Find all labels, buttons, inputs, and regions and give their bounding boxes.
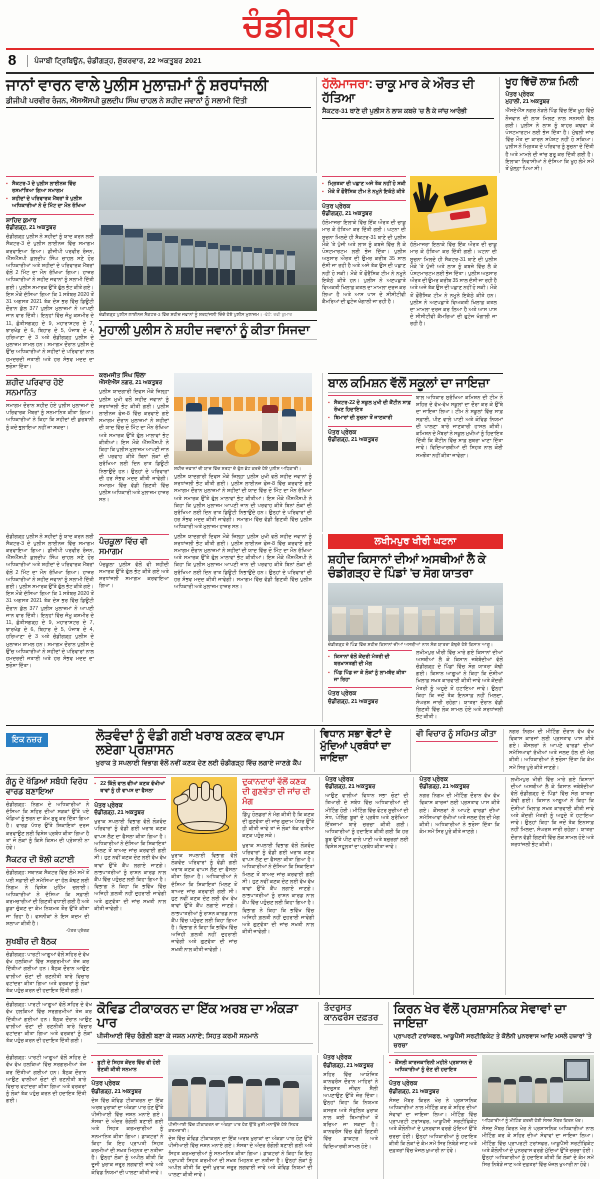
lead-inset-body: ਸਮਾਗਮ ਦੌਰਾਨ ਸ਼ਹੀਦ ਹੋਏ ਪੁਲੀਸ ਮੁਲਾਜ਼ਮਾਂ ਦੇ ਪਰਿਵਾਰਕ ਮੈਂਬਰਾਂ ਨੂੰ ਸਨਮਾਨਿਤ ਕੀਤਾ ਗਿਆ। ਅਧਿਕਾਰੀਆਂ ਨੇ ਕਿਹਾ ਕਿ ਸ਼ਹੀਦਾਂ ਦੀ ਕੁਰਬਾਨੀ ਨੂੰ ਕਦੇ ਭੁਲਾਇਆ ਨਹੀਂ ਜਾ ਸਕਦਾ। [6,403,94,431]
child-byline: ਪੱਤਰ ਪ੍ਰੇਰਕ [328,429,357,436]
lakhimpur-bullet-2: ▪ ਪਿੰਡ ਪਿੰਡ ਜਾ ਕੇ ਲੋਕਾਂ ਨੂੰ ਲਾਮਬੰਦ ਕੀਤਾ ਜਾ ਰਿਹਾ [328,670,412,684]
bottom-left-spacer [6,1002,92,1053]
lead-headline-block [6,77,311,173]
covid-col-1 [91,1055,163,1179]
covid-body-2: ਦੇਸ਼ ਵਿੱਚ ਕੋਵਿਡ ਟੀਕਾਕਰਨ ਦਾ ਇੱਕ ਅਰਬ ਖੁਰਾਕਾਂ ਦਾ ਅੰਕੜਾ ਪਾਰ ਹੋਣ ਉੱਤੇ ਪੀਜੀਆਈ ਵਿੱਚ ਜਸ਼ਨ ਮਨਾਏ ਗਏ। ਸੰਸਥਾ ਦੇ ਅੰਦਰ ਰੰਗੋਲੀ ਬਣਾਈ ਗਈ ਅਤੇ ਸਿਹਤ ਕਰਮਚਾਰੀਆਂ ਨੂੰ ਸਨਮਾਨਿਤ ਕੀਤਾ ਗਿਆ। ਡਾਕਟਰਾਂ ਨੇ ਕਿਹਾ ਕਿ ਇਹ ਪ੍ਰਾਪਤੀ ਸਿਹਤ ਕਰਮੀਆਂ ਦੀ ਸਖ਼ਤ ਮਿਹਨਤ ਦਾ ਨਤੀਜਾ ਹੈ। ਉਨ੍ਹਾਂ ਲੋਕਾਂ ਨੂੰ ਅਪੀਲ ਕੀਤੀ ਕਿ ਦੂਜੀ ਖੁਰਾਕ ਜ਼ਰੂਰ ਲਗਵਾਈ ਜਾਵੇ ਅਤੇ ਕੋਵਿਡ ਨਿਯਮਾਂ ਦੀ ਪਾਲਣਾ ਕੀਤੀ ਜਾਵੇ। [168,1136,313,1179]
mohali-rule [99,339,317,340]
rightmid-head-block [416,729,498,772]
mohali-body-1: ਪੁਲੀਸ ਯਾਦਗਾਰੀ ਦਿਵਸ ਮੌਕੇ ਜ਼ਿਲ੍ਹਾ ਪੁਲੀਸ ਮੁਖੀ ਵਲੋਂ ਸ਼ਹੀਦ ਜਵਾਨਾਂ ਨੂੰ ਸ਼ਰਧਾਂਜਲੀ ਭੇਟ ਕੀਤੀ ਗਈ। ਪੁਲੀਸ ਲਾਈਨਜ਼ ਫੇਜ਼-8 ਵਿੱਚ ਕਰਵਾਏ ਗਏ ਸਮਾਗਮ ਦੌਰਾਨ ਮੁਲਾਜ਼ਮਾਂ ਨੇ ਸ਼ਹੀਦਾਂ ਦੀ ਯਾਦ ਵਿੱਚ ਦੋ ਮਿੰਟ ਦਾ ਮੌਨ ਰੱਖਿਆ ਅਤੇ ਸਮਾਰਕ ਉੱਤੇ ਫੁੱਲ ਮਾਲਾਵਾਂ ਭੇਟ ਕੀਤੀਆਂ। ਇਸ ਮੌਕੇ ਐੱਸਐੱਸਪੀ ਨੇ ਕਿਹਾ ਕਿ ਪੁਲੀਸ ਮੁਲਾਜ਼ਮ ਆਪਣੀ ਜਾਨ ਦੀ ਪਰਵਾਹ ਕੀਤੇ ਬਿਨਾਂ ਲੋਕਾਂ ਦੀ ਸੁਰੱਖਿਆ ਲਈ ਦਿਨ ਰਾਤ ਡਿਊਟੀ ਨਿਭਾਉਂਦੇ ਹਨ। ਉਨ੍ਹਾਂ ਦੇ ਪਰਿਵਾਰਾਂ ਦੀ ਹਰ ਸੰਭਵ ਮਦਦ ਕੀਤੀ ਜਾਵੇਗੀ। ਸਮਾਗਮ ਵਿੱਚ ਵੱਡੀ ਗਿਣਤੀ ਵਿੱਚ ਪੁਲੀਸ ਅਧਿਕਾਰੀ ਅਤੇ ਮੁਲਾਜ਼ਮ ਹਾਜ਼ਰ ਸਨ। [99,389,169,504]
election-story [325,777,408,995]
column-divider-14 [383,1055,384,1179]
rightmid-byline: ਪੱਤਰ ਪ੍ਰੇਰਕ [419,776,448,783]
mohali-top-rule [99,320,317,321]
lakhimpur-dateplace: ਚੰਡੀਗੜ੍ਹ, 21 ਅਕਤੂਬਰ [328,698,379,705]
wheat-top-rule [6,725,594,726]
bottom-top-rule [6,998,594,999]
well-body: ਐੱਸਏਐੱਸ ਨਗਰ ਨੇੜਲੇ ਪਿੰਡ ਵਿੱਚ ਇੱਕ ਖੂਹ ਵਿੱਚੋਂ ਨੌਜਵਾਨ ਦੀ ਲਾਸ਼ ਮਿਲਣ ਨਾਲ ਸਨਸਨੀ ਫੈਲ ਗਈ। ਪੁਲੀਸ ਨੇ ਲਾਸ਼ ਨੂੰ ਬਾਹਰ ਕਢਵਾ ਕੇ ਪੋਸਟਮਾਰਟਮ ਲਈ ਭੇਜ ਦਿੱਤਾ ਹੈ। ਮੁੱਢਲੀ ਜਾਂਚ ਵਿੱਚ ਮੌਤ ਦਾ ਕਾਰਨ ਸਪੱਸ਼ਟ ਨਹੀਂ ਹੋ ਸਕਿਆ। ਪੁਲੀਸ ਨੇ ਮ੍ਰਿਤਕ ਦੇ ਪਰਿਵਾਰ ਨੂੰ ਸੂਚਨਾ ਦੇ ਦਿੱਤੀ ਹੈ ਅਤੇ ਮਾਮਲੇ ਦੀ ਜਾਂਚ ਸ਼ੁਰੂ ਕਰ ਦਿੱਤੀ ਗਈ ਹੈ। ਇਲਾਕਾ ਨਿਵਾਸੀਆਂ ਨੇ ਦੱਸਿਆ ਕਿ ਖੂਹ ਲੰਮੇ ਸਮੇਂ ਤੋਂ ਖੁੱਲ੍ਹਾ ਪਿਆ ਸੀ। [505,108,594,173]
lead-body: ਚੰਡੀਗੜ੍ਹ ਪੁਲੀਸ ਨੇ ਸ਼ਹੀਦਾਂ ਨੂੰ ਯਾਦ ਕਰਨ ਲਈ ਸੈਕਟਰ-3 ਦੇ ਪੁਲੀਸ ਲਾਈਨਜ਼ ਵਿੱਚ ਸਮਾਗਮ ਕਰਵਾਇਆ ਗਿਆ। ਡੀਜੀਪੀ ਪਰਵੀਰ ਰੰਜਨ, ਐੱਸਐੱਸਪੀ ਕੁਲਦੀਪ ਸਿੰਘ ਚਾਹਲ ਸਣੇ ਹੋਰ ਅਧਿਕਾਰੀਆਂ ਅਤੇ ਸ਼ਹੀਦਾਂ ਦੇ ਪਰਿਵਾਰਕ ਮੈਂਬਰਾਂ ਵੱਲੋਂ 2 ਮਿੰਟ ਦਾ ਮੌਨ ਰੱਖਿਆ ਗਿਆ। ਹਾਜ਼ਰ ਅਧਿਕਾਰੀਆਂ ਨੇ ਸ਼ਹੀਦ ਜਵਾਨਾਂ ਨੂੰ ਸਲਾਮੀ ਦਿੱਤੀ ਗਈ। ਪੁਲੀਸ ਸਮਾਰਕ ਉੱਤੇ ਫੁੱਲ ਭੇਟ ਕੀਤੇ ਗਏ। ਇਸ ਮੌਕੇ ਦੱਸਿਆ ਗਿਆ ਕਿ 1 ਸਤੰਬਰ 2020 ਤੋਂ 31 ਅਗਸਤ 2021 ਤੱਕ ਦੇਸ਼ ਭਰ ਵਿੱਚ ਡਿਊਟੀ ਦੌਰਾਨ ਕੁੱਲ 377 ਪੁਲੀਸ ਮੁਲਾਜ਼ਮਾਂ ਨੇ ਆਪਣੀ ਜਾਨ ਵਾਰ ਦਿੱਤੀ। ਇਨ੍ਹਾਂ ਵਿੱਚ ਜੰਮੂ ਕਸ਼ਮੀਰ ਦੇ 11, ਛੱਤੀਸਗੜ੍ਹ ਦੇ 9, ਮਹਾਰਾਸ਼ਟਰ ਦੇ 7, ਝਾਰਖੰਡ ਦੇ 6, ਬਿਹਾਰ ਦੇ 5, ਪੰਜਾਬ ਦੇ 4, ਹਰਿਆਣਾ ਦੇ 3 ਅਤੇ ਚੰਡੀਗੜ੍ਹ ਪੁਲੀਸ ਦੇ ਮੁਲਾਜ਼ਮ ਸ਼ਾਮਲ ਹਨ। ਸਮਾਗਮ ਦੌਰਾਨ ਪੁਲੀਸ ਦੇ ਉੱਚ ਅਧਿਕਾਰੀਆਂ ਨੇ ਸ਼ਹੀਦਾਂ ਦੇ ਪਰਿਵਾਰਾਂ ਨਾਲ ਹਮਦਰਦੀ ਜਤਾਈ ਅਤੇ ਹਰ ਸੰਭਵ ਮਦਦ ਦਾ ਭਰੋਸਾ ਦਿੱਤਾ। [6,234,94,370]
lead-byline: ਸ਼ਾਹਿਦ ਕੁਮਾਰ [6,217,37,224]
mohali-headline: ਮੁਹਾਲੀ ਪੁਲੀਸ ਨੇ ਸ਼ਹੀਦ ਜਵਾਨਾਂ ਨੂੰ ਕੀਤਾ ਸਿਜਦਾ [99,323,310,338]
hallomajra-bullet-2: ▪ ਮੌਕੇ ਤੋਂ ਫੌਰੈਂਸਿਕ ਟੀਮ ਨੇ ਨਮੂਨੇ ਇਕੱਠੇ ਕੀਤੇ [322,189,406,196]
ek-nazar-head-3: ਸੁਖਬੀਰ ਦੀ ਬੈਠਕ [6,937,89,950]
wheat-subhead: ਖੁਰਾਕ ਤੇ ਸਪਲਾਈ ਵਿਭਾਗ ਵੱਲੋਂ ਨਵੀਂ ਕਣਕ ਦੇਣ ਲਈ ਚੰਡੀਗੜ੍ਹ ਵਿੱਚ ਲਗਾਏ ਜਾਣਗੇ ਕੈਂਪ [95,759,302,767]
lead-center-column [99,176,317,371]
covid-headline-block [97,1002,313,1053]
mohali-inset-head-wrap [99,534,169,560]
column-divider-1 [316,77,317,173]
lakhimpur-headline: ਸ਼ਹੀਦ ਕਿਸਾਨਾਂ ਦੀਆਂ ਅਸਥੀਆਂ ਲੈ ਕੇ ਚੰਡੀਗੜ੍ਹ ਦੇ ਪਿੰਡਾਂ 'ਚ ਸੋਗ ਯਾਤਰਾ [328,551,486,580]
mohali-body-2: ਪੁਲੀਸ ਯਾਦਗਾਰੀ ਦਿਵਸ ਮੌਕੇ ਜ਼ਿਲ੍ਹਾ ਪੁਲੀਸ ਮੁਖੀ ਵਲੋਂ ਸ਼ਹੀਦ ਜਵਾਨਾਂ ਨੂੰ ਸ਼ਰਧਾਂਜਲੀ ਭੇਟ ਕੀਤੀ ਗਈ। ਪੁਲੀਸ ਲਾਈਨਜ਼ ਫੇਜ਼-8 ਵਿੱਚ ਕਰਵਾਏ ਗਏ ਸਮਾਗਮ ਦੌਰਾਨ ਮੁਲਾਜ਼ਮਾਂ ਨੇ ਸ਼ਹੀਦਾਂ ਦੀ ਯਾਦ ਵਿੱਚ ਦੋ ਮਿੰਟ ਦਾ ਮੌਨ ਰੱਖਿਆ ਅਤੇ ਸਮਾਰਕ ਉੱਤੇ ਫੁੱਲ ਮਾਲਾਵਾਂ ਭੇਟ ਕੀਤੀਆਂ। ਇਸ ਮੌਕੇ ਐੱਸਐੱਸਪੀ ਨੇ ਕਿਹਾ ਕਿ ਪੁਲੀਸ ਮੁਲਾਜ਼ਮ ਆਪਣੀ ਜਾਨ ਦੀ ਪਰਵਾਹ ਕੀਤੇ ਬਿਨਾਂ ਲੋਕਾਂ ਦੀ ਸੁਰੱਖਿਆ ਲਈ ਦਿਨ ਰਾਤ ਡਿਊਟੀ ਨਿਭਾਉਂਦੇ ਹਨ। ਉਨ੍ਹਾਂ ਦੇ ਪਰਿਵਾਰਾਂ ਦੀ ਹਰ ਸੰਭਵ ਮਦਦ ਕੀਤੀ ਜਾਵੇਗੀ। ਸਮਾਗਮ ਵਿੱਚ ਵੱਡੀ ਗਿਣਤੀ ਵਿੱਚ ਪੁਲੀਸ ਅਧਿਕਾਰੀ ਅਤੇ ਮੁਲਾਜ਼ਮ ਹਾਜ਼ਰ ਸਨ। [174,474,312,531]
covid-body-1: ਦੇਸ਼ ਵਿੱਚ ਕੋਵਿਡ ਟੀਕਾਕਰਨ ਦਾ ਇੱਕ ਅਰਬ ਖੁਰਾਕਾਂ ਦਾ ਅੰਕੜਾ ਪਾਰ ਹੋਣ ਉੱਤੇ ਪੀਜੀਆਈ ਵਿੱਚ ਜਸ਼ਨ ਮਨਾਏ ਗਏ। ਸੰਸਥਾ ਦੇ ਅੰਦਰ ਰੰਗੋਲੀ ਬਣਾਈ ਗਈ ਅਤੇ ਸਿਹਤ ਕਰਮਚਾਰੀਆਂ ਨੂੰ ਸਨਮਾਨਿਤ ਕੀਤਾ ਗਿਆ। ਡਾਕਟਰਾਂ ਨੇ ਕਿਹਾ ਕਿ ਇਹ ਪ੍ਰਾਪਤੀ ਸਿਹਤ ਕਰਮੀਆਂ ਦੀ ਸਖ਼ਤ ਮਿਹਨਤ ਦਾ ਨਤੀਜਾ ਹੈ। ਉਨ੍ਹਾਂ ਲੋਕਾਂ ਨੂੰ ਅਪੀਲ ਕੀਤੀ ਕਿ ਦੂਜੀ ਖੁਰਾਕ ਜ਼ਰੂਰ ਲਗਵਾਈ ਜਾਵੇ ਅਤੇ ਕੋਵਿਡ ਨਿਯਮਾਂ ਦੀ ਪਾਲਣਾ ਕੀਤੀ ਜਾਵੇ। [91,1097,164,1176]
lead-left-tail [6,534,94,671]
ek-nazar-body-1: ਚੰਡੀਗੜ੍ਹ: ਨਿਗਮ ਦੇ ਅਧਿਕਾਰੀਆਂ ਨੇ ਦੱਸਿਆ ਕਿ ਸ਼ਹਿਰ ਦੀਆਂ ਸੜਕਾਂ ਉੱਤੇ ਪਏ ਖੱਡਿਆਂ ਨੂੰ ਭਰਨ ਦਾ ਕੰਮ ਸ਼ੁਰੂ ਕਰ ਦਿੱਤਾ ਗਿਆ ਹੈ। ਵਾਰਡ ਪੱਧਰ ਉੱਤੇ ਸ਼ਿਕਾਇਤਾਂ ਦਰਜ ਕਰਵਾਉਣ ਲਈ ਵਿਸ਼ੇਸ਼ ਪ੍ਰਬੰਧ ਕੀਤਾ ਗਿਆ ਹੈ ਤਾਂ ਜੋ ਲੋਕਾਂ ਨੂੰ ਕਿਸੇ ਕਿਸਮ ਦੀ ਪ੍ਰੇਸ਼ਾਨੀ ਨਾ ਹੋਵੇ। [6,801,90,852]
child-dateplace: ਚੰਡੀਗੜ੍ਹ, 21 ਅਕਤੂਬਰ [328,436,379,443]
lead-headline: ਜਾਨਾਂ ਵਾਰਨ ਵਾਲੇ ਪੁਲੀਸ ਮੁਲਾਜ਼ਮਾਂ ਨੂੰ ਸ਼ਰਧਾਂਜਲੀ [6,77,269,94]
kiran-photo-col [482,1055,594,1169]
wheat-body-2: ਖੁਰਾਕ ਸਪਲਾਈ ਵਿਭਾਗ ਵੱਲੋਂ ਲੋੜਵੰਦ ਪਰਿਵਾਰਾਂ ਨੂੰ ਵੰਡੀ ਗਈ ਖਰਾਬ ਕਣਕ ਵਾਪਸ ਲੈਣ ਦਾ ਫੈਸਲਾ ਕੀਤਾ ਗਿਆ ਹੈ। ਅਧਿਕਾਰੀਆਂ ਨੇ ਦੱਸਿਆ ਕਿ ਸ਼ਿਕਾਇਤਾਂ ਮਿਲਣ ਤੋਂ ਬਾਅਦ ਜਾਂਚ ਕਰਵਾਈ ਗਈ ਸੀ। ਹੁਣ ਨਵੀਂ ਕਣਕ ਦੇਣ ਲਈ ਵੱਖ ਵੱਖ ਥਾਵਾਂ ਉੱਤੇ ਕੈਂਪ ਲਗਾਏ ਜਾਣਗੇ। ਲਾਭਪਾਤਰੀਆਂ ਨੂੰ ਰਾਸ਼ਨ ਕਾਰਡ ਨਾਲ ਕੈਂਪ ਵਿੱਚ ਪਹੁੰਚਣ ਲਈ ਕਿਹਾ ਗਿਆ ਹੈ। ਵਿਭਾਗ ਨੇ ਕਿਹਾ ਕਿ ਭਵਿੱਖ ਵਿੱਚ ਅਜਿਹੀ ਗ਼ਲਤੀ ਨਹੀਂ ਦੁਹਰਾਈ ਜਾਵੇਗੀ ਅਤੇ ਗੁਣਵੱਤਾ ਦੀ ਜਾਂਚ ਸਖ਼ਤੀ ਨਾਲ ਕੀਤੀ ਜਾਵੇਗੀ। [171,852,238,953]
covid-subhead: ਪੀਜੀਆਈ ਵਿੱਚ ਰੰਗੋਲੀ ਬਣਾ ਕੇ ਜਸ਼ਨ ਮਨਾਏ; ਸਿਹਤ ਕਰਮੀ ਸਨਮਾਨੇ [97,1033,259,1041]
spacer-left [6,534,317,722]
lakhimpur-body: ਲਖੀਮਪੁਰ ਖੀਰੀ ਵਿੱਚ ਮਾਰੇ ਗਏ ਕਿਸਾਨਾਂ ਦੀਆਂ ਅਸਥੀਆਂ ਲੈ ਕੇ ਕਿਸਾਨ ਜਥੇਬੰਦੀਆਂ ਵੱਲੋਂ ਚੰਡੀਗੜ੍ਹ ਦੇ ਪਿੰਡਾਂ ਵਿੱਚ ਸੋਗ ਯਾਤਰਾ ਕੱਢੀ ਗਈ। ਕਿਸਾਨ ਆਗੂਆਂ ਨੇ ਕਿਹਾ ਕਿ ਦੋਸ਼ੀਆਂ ਖ਼ਿਲਾਫ਼ ਸਖ਼ਤ ਕਾਰਵਾਈ ਕੀਤੀ ਜਾਵੇ ਅਤੇ ਕੇਂਦਰੀ ਮੰਤਰੀ ਨੂੰ ਅਹੁਦੇ ਤੋਂ ਹਟਾਇਆ ਜਾਵੇ। ਉਨ੍ਹਾਂ ਕਿਹਾ ਕਿ ਜਦੋਂ ਤੱਕ ਇਨਸਾਫ਼ ਨਹੀਂ ਮਿਲਦਾ, ਸੰਘਰਸ਼ ਜਾਰੀ ਰਹੇਗਾ। ਯਾਤਰਾ ਦੌਰਾਨ ਵੱਡੀ ਗਿਣਤੀ ਵਿੱਚ ਲੋਕ ਸ਼ਾਮਲ ਹੋਏ ਅਤੇ ਸ਼ਰਧਾਂਜਲੀ ਭੇਟ ਕੀਤੀ। [416,649,503,721]
rightmost-body: ਨਗਰ ਨਿਗਮ ਦੀ ਮੀਟਿੰਗ ਦੌਰਾਨ ਵੱਖ ਵੱਖ ਵਿਕਾਸ ਕਾਰਜਾਂ ਲਈ ਪ੍ਰਸਤਾਵ ਪਾਸ ਕੀਤੇ ਗਏ। ਕੌਂਸਲਰਾਂ ਨੇ ਆਪਣੇ ਵਾਰਡਾਂ ਦੀਆਂ ਸਮੱਸਿਆਵਾਂ ਰੱਖੀਆਂ ਅਤੇ ਜਲਦ ਹੱਲ ਦੀ ਮੰਗ ਕੀਤੀ। ਅਧਿਕਾਰੀਆਂ ਨੇ ਭਰੋਸਾ ਦਿੱਤਾ ਕਿ ਕੰਮ ਸਮੇਂ ਸਿਰ ਪੂਰੇ ਕੀਤੇ ਜਾਣਗੇ। [509,728,594,771]
kiran-kher-story [389,1055,594,1179]
hallomajra-body-right: ਹੱਲੋਮਾਜਰਾ ਇਲਾਕੇ ਵਿੱਚ ਇੱਕ ਔਰਤ ਦੀ ਚਾਕੂ ਮਾਰ ਕੇ ਹੱਤਿਆ ਕਰ ਦਿੱਤੀ ਗਈ। ਘਟਨਾ ਦੀ ਸੂਚਨਾ ਮਿਲਦੇ ਹੀ ਸੈਕਟਰ-31 ਥਾਣੇ ਦੀ ਪੁਲੀਸ ਮੌਕੇ 'ਤੇ ਪੁੱਜੀ ਅਤੇ ਲਾਸ਼ ਨੂੰ ਕਬਜ਼ੇ ਵਿੱਚ ਲੈ ਕੇ ਪੋਸਟਮਾਰਟਮ ਲਈ ਭੇਜ ਦਿੱਤਾ। ਪੁਲੀਸ ਅਨੁਸਾਰ ਔਰਤ ਦੀ ਉਮਰ ਕਰੀਬ 35 ਸਾਲ ਦੱਸੀ ਜਾ ਰਹੀ ਹੈ ਅਤੇ ਅਜੇ ਤੱਕ ਉਸ ਦੀ ਪਛਾਣ ਨਹੀਂ ਹੋ ਸਕੀ। ਮੌਕੇ ਤੋਂ ਫੌਰੈਂਸਿਕ ਟੀਮ ਨੇ ਨਮੂਨੇ ਇਕੱਠੇ ਕੀਤੇ ਹਨ। ਪੁਲੀਸ ਨੇ ਅਣਪਛਾਤੇ ਵਿਅਕਤੀ ਖ਼ਿਲਾਫ਼ ਕਤਲ ਦਾ ਮਾਮਲਾ ਦਰਜ ਕਰ ਲਿਆ ਹੈ ਅਤੇ ਆਸ ਪਾਸ ਦੇ ਸੀਸੀਟੀਵੀ ਕੈਮਰਿਆਂ ਦੀ ਫੁਟੇਜ ਖੰਗਾਲੀ ਜਾ ਰਹੀ ਹੈ। [410,242,497,328]
lakhimpur-bullets [328,650,412,689]
lead-bullet-2: ▪ ਸ਼ਹੀਦਾਂ ਦੇ ਪਰਿਵਾਰਕ ਮੈਂਬਰਾਂ ਤੇ ਪੁਲੀਸ ਅਧਿਕਾਰੀਆਂ ਨੇ ਦੋ ਮਿੰਟ ਦਾ ਮੌਨ ਰੱਖਿਆ [6,196,94,210]
kiran-meeting-photo [482,1055,594,1117]
wheat-col-3 [242,777,314,954]
kiran-kher-headline: ਕਿਰਨ ਖੇਰ ਵੱਲੋਂ ਪ੍ਰਸ਼ਾਸਨਿਕ ਸੇਵਾਵਾਂ ਦਾ ਜਾਇਜ਼ਾ [393,1002,567,1031]
flower-photo-caption: ਸ਼ਹੀਦ ਜਵਾਨਾਂ ਦੀ ਯਾਦ ਵਿੱਚ ਸ਼ਰਧਾ ਦੇ ਫੁੱਲ ਭੇਟ ਕਰਦੇ ਹੋਏ ਪੁਲੀਸ ਅਧਿਕਾਰੀ। [174,466,302,471]
flower-tribute-photo [174,373,312,465]
rightmid-story [419,777,499,995]
lead-left-cont [6,373,94,532]
healthy-rule [324,1024,383,1025]
dateline-divider [27,55,28,67]
police-photo-caption: ਚੰਡੀਗੜ੍ਹ ਪੁਲੀਸ ਲਾਈਨਜ਼ ਸੈਕਟਰ-3 ਵਿੱਚ ਸ਼ਹੀਦ ਜਵਾਨਾਂ ਨੂੰ ਸ਼ਰਧਾਂਜਲੀ ਦਿੰਦੇ ਹੋਏ ਪੁਲੀਸ ਮੁਲਾਜ਼ਮ। -ਫੋਟੋ: ਰਵੀ ਕੁਮਾਰ [99,312,293,318]
election-headline-block [320,729,405,772]
mohali-body-3: ਪੁਲੀਸ ਯਾਦਗਾਰੀ ਦਿਵਸ ਮੌਕੇ ਜ਼ਿਲ੍ਹਾ ਪੁਲੀਸ ਮੁਖੀ ਵਲੋਂ ਸ਼ਹੀਦ ਜਵਾਨਾਂ ਨੂੰ ਸ਼ਰਧਾਂਜਲੀ ਭੇਟ ਕੀਤੀ ਗਈ। ਪੁਲੀਸ ਲਾਈਨਜ਼ ਫੇਜ਼-8 ਵਿੱਚ ਕਰਵਾਏ ਗਏ ਸਮਾਗਮ ਦੌਰਾਨ ਮੁਲਾਜ਼ਮਾਂ ਨੇ ਸ਼ਹੀਦਾਂ ਦੀ ਯਾਦ ਵਿੱਚ ਦੋ ਮਿੰਟ ਦਾ ਮੌਨ ਰੱਖਿਆ ਅਤੇ ਸਮਾਰਕ ਉੱਤੇ ਫੁੱਲ ਮਾਲਾਵਾਂ ਭੇਟ ਕੀਤੀਆਂ। ਇਸ ਮੌਕੇ ਐੱਸਐੱਸਪੀ ਨੇ ਕਿਹਾ ਕਿ ਪੁਲੀਸ ਮੁਲਾਜ਼ਮ ਆਪਣੀ ਜਾਨ ਦੀ ਪਰਵਾਹ ਕੀਤੇ ਬਿਨਾਂ ਲੋਕਾਂ ਦੀ ਸੁਰੱਖਿਆ ਲਈ ਦਿਨ ਰਾਤ ਡਿਊਟੀ ਨਿਭਾਉਂਦੇ ਹਨ। ਉਨ੍ਹਾਂ ਦੇ ਪਰਿਵਾਰਾਂ ਦੀ ਹਰ ਸੰਭਵ ਮਦਦ ਕੀਤੀ ਜਾਵੇਗੀ। ਸਮਾਗਮ ਵਿੱਚ ਵੱਡੀ ਗਿਣਤੀ ਵਿੱਚ ਪੁਲੀਸ ਅਧਿਕਾਰੀ ਅਤੇ ਮੁਲਾਜ਼ਮ ਹਾਜ਼ਰ ਸਨ। [174,533,312,591]
healthy-body: ਸ਼ਹਿਰ ਵਿੱਚ ਆਯੋਜਿਤ ਕਾਨਫਰੰਸ ਦੌਰਾਨ ਮਾਹਿਰਾਂ ਨੇ ਤੰਦਰੁਸਤ ਜੀਵਨ ਸ਼ੈਲੀ ਅਪਣਾਉਣ ਉੱਤੇ ਜ਼ੋਰ ਦਿੱਤਾ। ਉਨ੍ਹਾਂ ਕਿਹਾ ਕਿ ਨਿਯਮਤ ਕਸਰਤ ਅਤੇ ਸੰਤੁਲਿਤ ਖ਼ੁਰਾਕ ਨਾਲ ਕਈ ਬਿਮਾਰੀਆਂ ਤੋਂ ਬਚਿਆ ਜਾ ਸਕਦਾ ਹੈ। ਕਾਨਫਰੰਸ ਵਿੱਚ ਵੱਡੀ ਗਿਣਤੀ ਵਿੱਚ ਡਾਕਟਰ ਅਤੇ ਵਿਦਿਆਰਥੀ ਸ਼ਾਮਲ ਹੋਏ। [323,1071,379,1150]
election-dateplace: ਚੰਡੀਗੜ੍ਹ, 21 ਅਕਤੂਬਰ [325,784,376,791]
rightmost-story [511,777,594,995]
hallomajra-column [322,176,497,371]
wheat-bullets [94,777,166,800]
covid-story [91,1055,312,1179]
column-divider-9 [413,777,414,995]
mohali-inset-body: ਪੰਚਕੂਲਾ ਪੁਲੀਸ ਵੱਲੋਂ ਵੀ ਸ਼ਹੀਦੀ ਸਮਾਰਕ ਉੱਤੇ ਫੁੱਲ ਭੇਟ ਕੀਤੇ ਗਏ ਅਤੇ ਸ਼ਰਧਾਂਜਲੀ ਸਮਾਗਮ ਕਰਵਾਇਆ ਗਿਆ। [99,561,169,590]
lead-bullet-1: ▪ ਸੈਕਟਰ-3 ਦੇ ਪੁਲੀਸ ਲਾਈਨਜ਼ ਵਿੱਚ ਰਸਮਾਂਤਿਆ ਗਿਆ ਸਮਾਗਮ [6,181,94,195]
column-divider-7 [503,729,504,772]
kiran-col-1 [389,1055,477,1169]
well-headline-block [505,77,594,173]
hallomajra-dateplace: ਚੰਡੀਗੜ੍ਹ, 21 ਅਕਤੂਬਰ [322,211,373,218]
wheat-hand-illustration [171,777,237,851]
wheat-body-1: ਖੁਰਾਕ ਸਪਲਾਈ ਵਿਭਾਗ ਵੱਲੋਂ ਲੋੜਵੰਦ ਪਰਿਵਾਰਾਂ ਨੂੰ ਵੰਡੀ ਗਈ ਖਰਾਬ ਕਣਕ ਵਾਪਸ ਲੈਣ ਦਾ ਫੈਸਲਾ ਕੀਤਾ ਗਿਆ ਹੈ। ਅਧਿਕਾਰੀਆਂ ਨੇ ਦੱਸਿਆ ਕਿ ਸ਼ਿਕਾਇਤਾਂ ਮਿਲਣ ਤੋਂ ਬਾਅਦ ਜਾਂਚ ਕਰਵਾਈ ਗਈ ਸੀ। ਹੁਣ ਨਵੀਂ ਕਣਕ ਦੇਣ ਲਈ ਵੱਖ ਵੱਖ ਥਾਵਾਂ ਉੱਤੇ ਕੈਂਪ ਲਗਾਏ ਜਾਣਗੇ। ਲਾਭਪਾਤਰੀਆਂ ਨੂੰ ਰਾਸ਼ਨ ਕਾਰਡ ਨਾਲ ਕੈਂਪ ਵਿੱਚ ਪਹੁੰਚਣ ਲਈ ਕਿਹਾ ਗਿਆ ਹੈ। ਵਿਭਾਗ ਨੇ ਕਿਹਾ ਕਿ ਭਵਿੱਖ ਵਿੱਚ ਅਜਿਹੀ ਗ਼ਲਤੀ ਨਹੀਂ ਦੁਹਰਾਈ ਜਾਵੇਗੀ ਅਤੇ ਗੁਣਵੱਤਾ ਦੀ ਜਾਂਚ ਸਖ਼ਤੀ ਨਾਲ ਕੀਤੀ ਜਾਵੇਗੀ। [94,819,167,912]
column-divider-6 [410,729,411,772]
covid-bullet-1: ▪ ਬੂਟੀ ਦੇ ਸਿਹਤ ਕੇਂਦਰ ਵਿੱਚ ਵੀ ਹੋਈ ਰੌਣਕੀ ਕੀਤੀ ਸਨਮਾਨ [91,1060,163,1074]
hallomajra-headline [322,77,494,105]
ek-nazar-tag-block [6,729,91,772]
kiran-rule [394,1052,594,1053]
column-divider-10 [505,777,506,995]
wheat-art-col [171,777,237,954]
ek-nazar-body-tail: ਚੰਡੀਗੜ੍ਹ: ਪਾਰਟੀ ਆਗੂਆਂ ਵੱਲੋਂ ਸ਼ਹਿਰ ਦੇ ਵੱਖ ਵੱਖ ਹਲਕਿਆਂ ਵਿੱਚ ਸਰਗਰਮੀਆਂ ਤੇਜ਼ ਕਰ ਦਿੱਤੀਆਂ ਗਈਆਂ ਹਨ। ਬੈਠਕ ਦੌਰਾਨ ਆਉਣ ਵਾਲੀਆਂ ਚੋਣਾਂ ਦੀ ਰਣਨੀਤੀ ਬਾਰੇ ਵਿਚਾਰ ਵਟਾਂਦਰਾ ਕੀਤਾ ਗਿਆ ਅਤੇ ਵਰਕਰਾਂ ਨੂੰ ਲੋਕਾਂ ਤੱਕ ਪਹੁੰਚ ਕਰਨ ਦੀ ਹਦਾਇਤ ਦਿੱਤੀ ਗਈ। [6,1002,93,1045]
column-divider-13 [317,1055,318,1179]
covid-headline: ਕੋਵਿਡ ਟੀਕਾਕਰਨ ਦਾ ਇੱਕ ਅਰਬ ਦਾ ਅੰਕੜਾ ਪਾਰ [97,1001,298,1031]
bottom-left-col [6,1055,86,1179]
mohali-photo-col [174,373,312,532]
child-rule [328,392,503,393]
wheat-rule [6,774,594,775]
lakhimpur-right [416,650,503,722]
healthy-conf-block [324,1002,383,1053]
column-divider-8 [319,777,320,995]
ek-nazar-tag: ਇਕ ਨਜ਼ਰ [6,733,48,747]
masthead-title: ਚੰਡੀਗੜ੍ਹ [243,8,357,43]
page-number: 8 [8,52,17,69]
wheat-headline: ਲੋੜਵੰਦਾਂ ਨੂੰ ਵੰਡੀ ਗਈ ਖਰਾਬ ਕਣਕ ਵਾਪਸ ਲਏਗਾ ਪ੍ਰਸ਼ਾਸਨ [95,727,284,757]
mohali-col-1 [99,373,169,532]
wheat-dateplace: ਚੰਡੀਗੜ੍ਹ, 21 ਅਕਤੂਬਰ [94,810,145,817]
rightmid-head: ਵੀ ਵਿਚਾਰ ਨੂੰ ਸਹਿਮਤ ਕੀਤਾ [416,729,498,742]
column-divider-12 [388,1002,389,1053]
kiran-dateplace: ਚੰਡੀਗੜ੍ਹ, 21 ਅਕਤੂਬਰ [388,1088,440,1095]
hallomajra-right [410,176,497,328]
ek-nazar-credit-2: -ਪੱਤਰ ਪ੍ਰੇਰਕ [65,927,90,933]
healthy-byline: ਪੱਤਰ ਪ੍ਰੇਰਕ [323,1055,352,1062]
hallomajra-rule [322,118,494,119]
wheat-bullet-1: ▪ 22 ਕਿੱਲੋ ਵਾਲ ਵੀਂਆਂ ਕਣਕ ਵੱਖੀਆਂ ਥਾਵਾਂ ਨੂੰ ਹੀ ਵਾਪਸ ਦਾ ਫੈਸਲਾ [94,781,166,795]
covid-rule [97,1043,313,1044]
election-body: ਆਉਣ ਵਾਲੀਆਂ ਵਿਧਾਨ ਸਭਾ ਚੋਣਾਂ ਦੀ ਤਿਆਰੀ ਦੇ ਸਬੰਧ ਵਿੱਚ ਅਧਿਕਾਰੀਆਂ ਦੀ ਮੀਟਿੰਗ ਹੋਈ। ਮੀਟਿੰਗ ਵਿੱਚ ਵੋਟਰ ਸੂਚੀਆਂ ਦੀ ਸੋਧ, ਪੋਲਿੰਗ ਬੂਥਾਂ ਦੇ ਪ੍ਰਬੰਧ ਅਤੇ ਸੁਰੱਖਿਆ ਇੰਤਜ਼ਾਮਾਂ ਬਾਰੇ ਚਰਚਾ ਕੀਤੀ ਗਈ। ਅਧਿਕਾਰੀਆਂ ਨੂੰ ਹਦਾਇਤ ਕੀਤੀ ਗਈ ਕਿ ਹਰ ਬੂਥ ਉੱਤੇ ਪੀਣ ਵਾਲੇ ਪਾਣੀ ਅਤੇ ਬਜ਼ੁਰਗਾਂ ਲਈ ਵਿਸ਼ੇਸ਼ ਸਹੂਲਤਾਂ ਦਾ ਪ੍ਰਬੰਧ ਕੀਤਾ ਜਾਵੇ। [325,793,409,850]
lakhimpur-banner: ਲਖੀਮਪੁਰ ਖੀਰੀ ਘਟਨਾ [328,534,503,549]
lead-left-column [6,176,94,371]
right-column-block [328,373,503,532]
rightmid-dateplace: ਚੰਡੀਗੜ੍ਹ, 21 ਅਕਤੂਬਰ [419,784,470,791]
lead-bullets [6,176,94,215]
ek-nazar-body-2: ਚੰਡੀਗੜ੍ਹ: ਸਥਾਨਕ ਸੈਕਟਰ ਵਿੱਚ ਲੰਮੇ ਸਮੇਂ ਤੋਂ ਪਈ ਸਫ਼ਾਈ ਦੀ ਸਮੱਸਿਆ ਦਾ ਹੱਲ ਕੱਢਣ ਲਈ ਨਿਗਮ ਨੇ ਵਿਸ਼ੇਸ਼ ਮੁਹਿੰਮ ਚਲਾਈ। ਅਧਿਕਾਰੀਆਂ ਨੇ ਦੱਸਿਆ ਕਿ ਸਫ਼ਾਈ ਕਰਮਚਾਰੀਆਂ ਦੀ ਗਿਣਤੀ ਵਧਾਈ ਗਈ ਹੈ ਅਤੇ ਕੂੜਾ ਚੁੱਕਣ ਦਾ ਕੰਮ ਨਿਯਮਤ ਤੌਰ ਉੱਤੇ ਕੀਤਾ ਜਾ ਰਿਹਾ ਹੈ। ਵਸਨੀਕਾਂ ਨੇ ਇਸ ਕਦਮ ਦੀ ਸ਼ਲਾਘਾ ਕੀਤੀ ਹੈ। [6,870,90,927]
hallomajra-kicker: ਹੱਲੋਮਾਜਰਾ [322,77,369,91]
child-bullets [328,395,412,427]
hallomajra-left [322,176,406,328]
hallomajra-bullet-1: ▪ ਮ੍ਰਿਤਕਾ ਦੀ ਪਛਾਣ ਅਜੇ ਤੱਕ ਨਹੀਂ ਹੋ ਸਕੀ [322,181,406,188]
well-headline: ਖੂਹ ਵਿੱਚੋਂ ਲਾਸ਼ ਮਿਲੀ [505,77,579,88]
kiran-photo-caption: ਅਧਿਕਾਰੀਆਂ ਨੂੰ ਮੀਟਿੰਗ ਕਰਦੀ ਹੋਈ ਸੰਸਦ ਮੈਂਬਰ ਕਿਰਨ ਖੇਰ। [481,1118,584,1124]
police-parade-photo [99,176,317,311]
covid-photo-col [168,1055,312,1179]
child-body: ਬਾਲ ਅਧਿਕਾਰ ਸੁਰੱਖਿਆ ਕਮਿਸ਼ਨ ਦੀ ਟੀਮ ਨੇ ਸ਼ਹਿਰ ਦੇ ਵੱਖ-ਵੱਖ ਸਕੂਲਾਂ ਦਾ ਦੌਰਾ ਕਰ ਕੇ ਉੱਥੇ ਦਾ ਜਾਇਜ਼ਾ ਲਿਆ। ਟੀਮ ਨੇ ਸਕੂਲਾਂ ਵਿੱਚ ਸਾਫ਼ ਸਫ਼ਾਈ, ਪੀਣ ਵਾਲੇ ਪਾਣੀ ਅਤੇ ਕੋਵਿਡ ਨਿਯਮਾਂ ਦੀ ਪਾਲਣਾ ਬਾਰੇ ਜਾਣਕਾਰੀ ਹਾਸਲ ਕੀਤੀ। ਕਮਿਸ਼ਨ ਦੇ ਮੈਂਬਰਾਂ ਨੇ ਸਕੂਲ ਮੁਖੀਆਂ ਨੂੰ ਹਿਦਾਇਤ ਦਿੱਤੀ ਕਿ ਕੈਂਟੀਨ ਵਿੱਚ ਸਾਫ਼ ਸੁਥਰਾ ਖਾਣਾ ਦਿੱਤਾ ਜਾਵੇ। ਵਿਦਿਆਰਥੀਆਂ ਦੀ ਸਿਹਤ ਨਾਲ ਕੋਈ ਸਮਝੌਤਾ ਨਹੀਂ ਕੀਤਾ ਜਾਵੇਗਾ। [416,395,503,459]
lakhimpur-left [328,650,412,722]
rightmid-body: ਨਗਰ ਨਿਗਮ ਦੀ ਮੀਟਿੰਗ ਦੌਰਾਨ ਵੱਖ ਵੱਖ ਵਿਕਾਸ ਕਾਰਜਾਂ ਲਈ ਪ੍ਰਸਤਾਵ ਪਾਸ ਕੀਤੇ ਗਏ। ਕੌਂਸਲਰਾਂ ਨੇ ਆਪਣੇ ਵਾਰਡਾਂ ਦੀਆਂ ਸਮੱਸਿਆਵਾਂ ਰੱਖੀਆਂ ਅਤੇ ਜਲਦ ਹੱਲ ਦੀ ਮੰਗ ਕੀਤੀ। ਅਧਿਕਾਰੀਆਂ ਨੇ ਭਰੋਸਾ ਦਿੱਤਾ ਕਿ ਕੰਮ ਸਮੇਂ ਸਿਰ ਪੂਰੇ ਕੀਤੇ ਜਾਣਗੇ। [419,793,500,836]
wheat-inset-head: ਦੁਕਾਨਦਾਰਾਂ ਵੱਲੋਂ ਕਣਕ ਦੀ ਗੁਣਵੱਤਾ ਦੀ ਜਾਂਚ ਦੀ ਮੰਗ [242,777,314,810]
lakhimpur-byline: ਪੱਤਰ ਪ੍ਰੇਰਕ [328,691,357,698]
election-byline: ਪੱਤਰ ਪ੍ਰੇਰਕ [325,776,354,783]
knife-illustration [410,176,497,240]
covid-dateplace: ਚੰਡੀਗੜ੍ਹ, 21 ਅਕਤੂਬਰ [91,1088,142,1095]
bottom-body-row [6,1055,594,1179]
wheat-body-3: ਖੁਰਾਕ ਸਪਲਾਈ ਵਿਭਾਗ ਵੱਲੋਂ ਲੋੜਵੰਦ ਪਰਿਵਾਰਾਂ ਨੂੰ ਵੰਡੀ ਗਈ ਖਰਾਬ ਕਣਕ ਵਾਪਸ ਲੈਣ ਦਾ ਫੈਸਲਾ ਕੀਤਾ ਗਿਆ ਹੈ। ਅਧਿਕਾਰੀਆਂ ਨੇ ਦੱਸਿਆ ਕਿ ਸ਼ਿਕਾਇਤਾਂ ਮਿਲਣ ਤੋਂ ਬਾਅਦ ਜਾਂਚ ਕਰਵਾਈ ਗਈ ਸੀ। ਹੁਣ ਨਵੀਂ ਕਣਕ ਦੇਣ ਲਈ ਵੱਖ ਵੱਖ ਥਾਵਾਂ ਉੱਤੇ ਕੈਂਪ ਲਗਾਏ ਜਾਣਗੇ। ਲਾਭਪਾਤਰੀਆਂ ਨੂੰ ਰਾਸ਼ਨ ਕਾਰਡ ਨਾਲ ਕੈਂਪ ਵਿੱਚ ਪਹੁੰਚਣ ਲਈ ਕਿਹਾ ਗਿਆ ਹੈ। ਵਿਭਾਗ ਨੇ ਕਿਹਾ ਕਿ ਭਵਿੱਖ ਵਿੱਚ ਅਜਿਹੀ ਗ਼ਲਤੀ ਨਹੀਂ ਦੁਹਰਾਈ ਜਾਵੇਗੀ ਅਤੇ ਗੁਣਵੱਤਾ ਦੀ ਜਾਂਚ ਸਖ਼ਤੀ ਨਾਲ ਕੀਤੀ ਜਾਵੇਗੀ। [242,842,315,936]
bottom-headline-row [6,1002,594,1053]
lead-subhead: ਡੀਜੀਪੀ ਪਰਵੀਰ ਰੰਜਨ, ਐੱਸਐੱਸਪੀ ਕੁਲਦੀਪ ਸਿੰਘ ਚਾਹਲ ਨੇ ਸ਼ਹੀਦ ਜਵਾਨਾਂ ਨੂੰ ਸਲਾਮੀ ਦਿੱਤੀ [6,96,248,105]
column-divider-3 [322,373,323,532]
lakhimpur-block [328,534,503,722]
lakhimpur-row [6,534,594,722]
bottom-left-body: ਚੰਡੀਗੜ੍ਹ: ਪਾਰਟੀ ਆਗੂਆਂ ਵੱਲੋਂ ਸ਼ਹਿਰ ਦੇ ਵੱਖ ਵੱਖ ਹਲਕਿਆਂ ਵਿੱਚ ਸਰਗਰਮੀਆਂ ਤੇਜ਼ ਕਰ ਦਿੱਤੀਆਂ ਗਈਆਂ ਹਨ। ਬੈਠਕ ਦੌਰਾਨ ਆਉਣ ਵਾਲੀਆਂ ਚੋਣਾਂ ਦੀ ਰਣਨੀਤੀ ਬਾਰੇ ਵਿਚਾਰ ਵਟਾਂਦਰਾ ਕੀਤਾ ਗਿਆ ਅਤੇ ਵਰਕਰਾਂ ਨੂੰ ਲੋਕਾਂ ਤੱਕ ਪਹੁੰਚ ਕਰਨ ਦੀ ਹਦਾਇਤ ਦਿੱਤੀ ਗਈ। [6,1055,87,1105]
wheat-headline-row [6,729,594,772]
covid-bullets [91,1055,163,1078]
child-bullet-1: ▪ ਸੈਕਟਰ-22 ਦੇ ਸਕੂਲ ਮੁਖੀ ਦੀ ਕੈਂਟੀਨ ਸਾਫ਼ ਰੱਖਣ ਹਿਦਾਇਤ [328,400,412,414]
hallomajra-byline: ਪੱਤਰ ਪ੍ਰੇਰਕ [322,203,351,210]
kiran-bullet-1: ▪ ਕੌਂਸਲੀ ਕਾਰਜਕਾਰਿਨੀ ਮਹੀਨੇ ਪ੍ਰਸ਼ਾਸਨ ਦੇ ਅਧਿਕਾਰੀਆਂ ਨੂੰ ਦੇਣ ਦੀ ਹਦਾਇਤ [389,1060,477,1074]
child-left [328,395,412,460]
child-right [416,395,503,460]
healthy-dateplace: ਚੰਡੀਗੜ੍ਹ, 21 ਅਕਤੂਬਰ [323,1062,374,1069]
kiran-kher-subhead: ਪ੍ਰਾਪਰਟੀ ਟਰਾਂਸਫਰ, ਆਕੂਪੈਂਸੀ ਸਰਟੀਫਿਕੇਟ ਤੇ ਕੌਲੋਨੀ ਪੁਨਰਵਾਸ ਆਦਿ ਮਸਲੇ ਹਜ਼ਾਰਾਂ 'ਤੇ ਚਰਚਾ [393,1033,592,1050]
column-divider-5 [314,729,315,772]
rightmost-body-2: ਲਖੀਮਪੁਰ ਖੀਰੀ ਵਿੱਚ ਮਾਰੇ ਗਏ ਕਿਸਾਨਾਂ ਦੀਆਂ ਅਸਥੀਆਂ ਲੈ ਕੇ ਕਿਸਾਨ ਜਥੇਬੰਦੀਆਂ ਵੱਲੋਂ ਚੰਡੀਗੜ੍ਹ ਦੇ ਪਿੰਡਾਂ ਵਿੱਚ ਸੋਗ ਯਾਤਰਾ ਕੱਢੀ ਗਈ। ਕਿਸਾਨ ਆਗੂਆਂ ਨੇ ਕਿਹਾ ਕਿ ਦੋਸ਼ੀਆਂ ਖ਼ਿਲਾਫ਼ ਸਖ਼ਤ ਕਾਰਵਾਈ ਕੀਤੀ ਜਾਵੇ ਅਤੇ ਕੇਂਦਰੀ ਮੰਤਰੀ ਨੂੰ ਅਹੁਦੇ ਤੋਂ ਹਟਾਇਆ ਜਾਵੇ। ਉਨ੍ਹਾਂ ਕਿਹਾ ਕਿ ਜਦੋਂ ਤੱਕ ਇਨਸਾਫ਼ ਨਹੀਂ ਮਿਲਦਾ, ਸੰਘਰਸ਼ ਜਾਰੀ ਰਹੇਗਾ। ਯਾਤਰਾ ਦੌਰਾਨ ਵੱਡੀ ਗਿਣਤੀ ਵਿੱਚ ਲੋਕ ਸ਼ਾਮਲ ਹੋਏ ਅਤੇ ਸ਼ਰਧਾਂਜਲੀ ਭੇਟ ਕੀਤੀ। [510,776,595,848]
mohali-inset-head: ਪੰਚਕੂਲਾ ਵਿੱਚ ਵੀ ਸਮਾਗਮ [99,536,148,556]
healthy-conf-story [323,1055,378,1179]
main-row-1 [6,176,594,371]
mohali-dateplace: ਐੱਸਏਐੱਸ ਨਗਰ, 21 ਅਕਤੂਬਰ [99,380,163,387]
hallomajra-bullets [322,176,406,201]
wheat-story [94,777,314,995]
covid-byline: ਪੱਤਰ ਪ੍ਰੇਰਕ [91,1081,120,1088]
ek-nazar-body-3: ਚੰਡੀਗੜ੍ਹ: ਪਾਰਟੀ ਆਗੂਆਂ ਵੱਲੋਂ ਸ਼ਹਿਰ ਦੇ ਵੱਖ ਵੱਖ ਹਲਕਿਆਂ ਵਿੱਚ ਸਰਗਰਮੀਆਂ ਤੇਜ਼ ਕਰ ਦਿੱਤੀਆਂ ਗਈਆਂ ਹਨ। ਬੈਠਕ ਦੌਰਾਨ ਆਉਣ ਵਾਲੀਆਂ ਚੋਣਾਂ ਦੀ ਰਣਨੀਤੀ ਬਾਰੇ ਵਿਚਾਰ ਵਟਾਂਦਰਾ ਕੀਤਾ ਗਿਆ ਅਤੇ ਵਰਕਰਾਂ ਨੂੰ ਲੋਕਾਂ ਤੱਕ ਪਹੁੰਚ ਕਰਨ ਦੀ ਹਦਾਇਤ ਦਿੱਤੀ ਗਈ। [6,951,90,994]
wheat-col-1 [94,777,166,954]
lead-inset-head: ਸ਼ਹੀਦ ਪਰਿਵਾਰ ਹੋਏ ਸਨਮਾਨਿਤ [6,378,64,397]
hallomajra-headline-block [322,77,494,173]
wheat-body-row [6,777,594,995]
rightmost-block [509,729,594,772]
kiran-bullets [389,1055,477,1078]
hallomajra-subhead: ਸੈਕਟਰ-31 ਥਾਣੇ ਦੀ ਪੁਲੀਸ ਨੇ ਲਾਸ਼ ਕਬਜ਼ੇ 'ਚ ਲੈ ਕੇ ਜਾਂਚ ਆਰੰਭੀ [322,108,467,115]
lakhimpur-bullet-1: ▪ ਕਿਸਾਨਾਂ ਵੱਲੋਂ ਕੇਂਦਰੀ ਮੰਤਰੀ ਦੀ ਬਰਖ਼ਾਸਤਗੀ ਦੀ ਮੰਗ [328,654,412,668]
wheat-inset-body: ਡਿੱਪੂ ਹੋਲਡਰਾਂ ਨੇ ਮੰਗ ਕੀਤੀ ਹੈ ਕਿ ਕਣਕ ਦੀ ਗੁਣਵੱਤਾ ਦੀ ਜਾਂਚ ਗੁਦਾਮ ਪੱਧਰ ਉੱਤੇ ਹੀ ਕੀਤੀ ਜਾਵੇ ਤਾਂ ਜੋ ਲੋਕਾਂ ਤੱਕ ਵਧੀਆ ਕਣਕ ਪਹੁੰਚ ਸਕੇ। [242,811,315,840]
kiran-body-1: ਸੰਸਦ ਮੈਂਬਰ ਕਿਰਨ ਖੇਰ ਨੇ ਪ੍ਰਸ਼ਾਸਨਿਕ ਅਧਿਕਾਰੀਆਂ ਨਾਲ ਮੀਟਿੰਗ ਕਰ ਕੇ ਸ਼ਹਿਰ ਦੀਆਂ ਸੇਵਾਵਾਂ ਦਾ ਜਾਇਜ਼ਾ ਲਿਆ। ਮੀਟਿੰਗ ਵਿੱਚ ਪ੍ਰਾਪਰਟੀ ਟਰਾਂਸਫਰ, ਆਕੂਪੈਂਸੀ ਸਰਟੀਫਿਕੇਟ ਅਤੇ ਕੌਲੋਨੀਆਂ ਦੇ ਪੁਨਰਵਾਸ ਵਰਗੇ ਮੁੱਦਿਆਂ ਉੱਤੇ ਚਰਚਾ ਹੋਈ। ਉਨ੍ਹਾਂ ਅਧਿਕਾਰੀਆਂ ਨੂੰ ਹਦਾਇਤ ਕੀਤੀ ਕਿ ਲੋਕਾਂ ਦੇ ਕੰਮ ਸਮੇਂ ਸਿਰ ਨਿਬੇੜੇ ਜਾਣ ਅਤੇ ਦਫ਼ਤਰਾਂ ਵਿੱਚ ਖੱਜਲ ਖੁਆਰੀ ਨਾ ਹੋਵੇ। [388,1097,477,1154]
mohali-body-block [99,373,317,532]
top-headline-row [6,77,594,173]
covid-photo-caption: ਪੀਜੀਆਈ ਵਿੱਚ ਟੀਕਾਕਰਨ ਦਾ ਅੰਕੜਾ ਪਾਰ ਹੋਣ ਉੱਤੇ ਖ਼ੁਸ਼ੀ ਮਨਾਉਂਦੇ ਹੋਏ ਸਿਹਤ ਕਰਮਚਾਰੀ। [168,1122,299,1134]
hallomajra-body-left: ਹੱਲੋਮਾਜਰਾ ਇਲਾਕੇ ਵਿੱਚ ਇੱਕ ਔਰਤ ਦੀ ਚਾਕੂ ਮਾਰ ਕੇ ਹੱਤਿਆ ਕਰ ਦਿੱਤੀ ਗਈ। ਘਟਨਾ ਦੀ ਸੂਚਨਾ ਮਿਲਦੇ ਹੀ ਸੈਕਟਰ-31 ਥਾਣੇ ਦੀ ਪੁਲੀਸ ਮੌਕੇ 'ਤੇ ਪੁੱਜੀ ਅਤੇ ਲਾਸ਼ ਨੂੰ ਕਬਜ਼ੇ ਵਿੱਚ ਲੈ ਕੇ ਪੋਸਟਮਾਰਟਮ ਲਈ ਭੇਜ ਦਿੱਤਾ। ਪੁਲੀਸ ਅਨੁਸਾਰ ਔਰਤ ਦੀ ਉਮਰ ਕਰੀਬ 35 ਸਾਲ ਦੱਸੀ ਜਾ ਰਹੀ ਹੈ ਅਤੇ ਅਜੇ ਤੱਕ ਉਸ ਦੀ ਪਛਾਣ ਨਹੀਂ ਹੋ ਸਕੀ। ਮੌਕੇ ਤੋਂ ਫੌਰੈਂਸਿਕ ਟੀਮ ਨੇ ਨਮੂਨੇ ਇਕੱਠੇ ਕੀਤੇ ਹਨ। ਪੁਲੀਸ ਨੇ ਅਣਪਛਾਤੇ ਵਿਅਕਤੀ ਖ਼ਿਲਾਫ਼ ਕਤਲ ਦਾ ਮਾਮਲਾ ਦਰਜ ਕਰ ਲਿਆ ਹੈ ਅਤੇ ਆਸ ਪਾਸ ਦੇ ਸੀਸੀਟੀਵੀ ਕੈਮਰਿਆਂ ਦੀ ਫੁਟੇਜ ਖੰਗਾਲੀ ਜਾ ਰਹੀ ਹੈ। [322,220,406,306]
dateline-bar [6,50,594,74]
lead-inset-head-wrap [6,375,94,401]
column-divider-2 [499,77,500,173]
well-dateplace: ਮੁਹਾਲੀ, 21 ਅਕਤੂਬਰ [505,99,550,106]
kiran-kher-block [394,1002,594,1053]
lead-rule [6,107,311,108]
healthy-conf-headline: ਤੰਦਰੁਸਤ ਕਾਨਫਰੰਸ ਦਫ਼ਤਰ [324,1002,379,1023]
column-divider-4 [322,534,323,722]
mohali-tail [99,534,317,671]
election-headline: ਵਿਧਾਨ ਸਭਾ ਵੋਟਾਂ ਦੇ ਮੁੱਦਿਆਂ ਪ੍ਰਬੰਧਾਂ ਦਾ ਜਾਇਜ਼ਾ [320,728,392,764]
child-commission-headline: ਬਾਲ ਕਮਿਸ਼ਨ ਵੱਲੋਂ ਸਕੂਲਾਂ ਦਾ ਜਾਇਜ਼ਾ [328,376,490,390]
well-byline: ਪੱਤਰ ਪ੍ਰੇਰਕ [505,92,534,98]
hallomajra-headline-rest: : ਚਾਕੂ ਮਾਰ ਕੇ ਔਰਤ ਦੀ ਹੱਤਿਆ [322,77,475,105]
ek-nazar-head-1: ਗੰਨੂ ਦੇ ਖੱਡਿਆਂ ਸਬੰਧੀ ਵਿਰੋਧ ਵਾਰਡ ਬਣਾਇਆ [6,777,89,800]
mourning-march-photo [328,583,503,641]
child-bullet-2: ▪ ਬਿਮਾਰਾਂ ਦੀ ਸੂਚਨਾ ਤੋਂ ਜਾਣਕਾਰੀ [328,415,412,422]
kiran-byline: ਪੱਤਰ ਪ੍ਰੇਰਕ [388,1081,418,1088]
lakhimpur-photo-caption: ਚੰਡੀਗੜ੍ਹ ਦੇ ਪਿੰਡ ਵਿੱਚ ਸ਼ਹੀਦ ਕਿਸਾਨਾਂ ਦੀਆਂ ਅਸਥੀਆਂ ਨਾਲ ਸੋਗ ਯਾਤਰਾ ਕੱਢਦੇ ਹੋਏ ਕਿਸਾਨ ਆਗੂ। [328,641,494,647]
lead-dateplace: ਚੰਡੀਗੜ੍ਹ, 21 ਅਕਤੂਬਰ [6,225,57,232]
masthead [6,4,594,48]
ek-nazar-head-2: ਸੈਕਟਰ ਦੀ ਝੋਲੀ ਕਟਾਈ [6,855,89,868]
dateline-text: ਪੰਜਾਬੀ ਟ੍ਰਿਬਿਊਨ, ਚੰਡੀਗੜ੍ਹ, ਸ਼ੁੱਕਰਵਾਰ, 22 ਅਕਤੂਬਰ 2021 [34,55,202,65]
kiran-body-2: ਸੰਸਦ ਮੈਂਬਰ ਕਿਰਨ ਖੇਰ ਨੇ ਪ੍ਰਸ਼ਾਸਨਿਕ ਅਧਿਕਾਰੀਆਂ ਨਾਲ ਮੀਟਿੰਗ ਕਰ ਕੇ ਸ਼ਹਿਰ ਦੀਆਂ ਸੇਵਾਵਾਂ ਦਾ ਜਾਇਜ਼ਾ ਲਿਆ। ਮੀਟਿੰਗ ਵਿੱਚ ਪ੍ਰਾਪਰਟੀ ਟਰਾਂਸਫਰ, ਆਕੂਪੈਂਸੀ ਸਰਟੀਫਿਕੇਟ ਅਤੇ ਕੌਲੋਨੀਆਂ ਦੇ ਪੁਨਰਵਾਸ ਵਰਗੇ ਮੁੱਦਿਆਂ ਉੱਤੇ ਚਰਚਾ ਹੋਈ। ਉਨ੍ਹਾਂ ਅਧਿਕਾਰੀਆਂ ਨੂੰ ਹਦਾਇਤ ਕੀਤੀ ਕਿ ਲੋਕਾਂ ਦੇ ਕੰਮ ਸਮੇਂ ਸਿਰ ਨਿਬੇੜੇ ਜਾਣ ਅਤੇ ਦਫ਼ਤਰਾਂ ਵਿੱਚ ਖੱਜਲ ਖੁਆਰੀ ਨਾ ਹੋਵੇ। [481,1126,594,1169]
mohali-byline: ਕਰਮਜੀਤ ਸਿੰਘ ਚਿੱਲਾ [99,373,146,379]
column-divider-11 [318,1002,319,1053]
wheat-byline: ਪੱਤਰ ਪ੍ਰੇਰਕ [94,802,123,809]
covid-celebration-photo [168,1055,312,1121]
child-top-rule [328,373,503,374]
ek-nazar-column [6,777,89,995]
wheat-headline-block [96,729,309,772]
main-row-2 [6,373,594,532]
lead-body-tail: ਚੰਡੀਗੜ੍ਹ ਪੁਲੀਸ ਨੇ ਸ਼ਹੀਦਾਂ ਨੂੰ ਯਾਦ ਕਰਨ ਲਈ ਸੈਕਟਰ-3 ਦੇ ਪੁਲੀਸ ਲਾਈਨਜ਼ ਵਿੱਚ ਸਮਾਗਮ ਕਰਵਾਇਆ ਗਿਆ। ਡੀਜੀਪੀ ਪਰਵੀਰ ਰੰਜਨ, ਐੱਸਐੱਸਪੀ ਕੁਲਦੀਪ ਸਿੰਘ ਚਾਹਲ ਸਣੇ ਹੋਰ ਅਧਿਕਾਰੀਆਂ ਅਤੇ ਸ਼ਹੀਦਾਂ ਦੇ ਪਰਿਵਾਰਕ ਮੈਂਬਰਾਂ ਵੱਲੋਂ 2 ਮਿੰਟ ਦਾ ਮੌਨ ਰੱਖਿਆ ਗਿਆ। ਹਾਜ਼ਰ ਅਧਿਕਾਰੀਆਂ ਨੇ ਸ਼ਹੀਦ ਜਵਾਨਾਂ ਨੂੰ ਸਲਾਮੀ ਦਿੱਤੀ ਗਈ। ਪੁਲੀਸ ਸਮਾਰਕ ਉੱਤੇ ਫੁੱਲ ਭੇਟ ਕੀਤੇ ਗਏ। ਇਸ ਮੌਕੇ ਦੱਸਿਆ ਗਿਆ ਕਿ 1 ਸਤੰਬਰ 2020 ਤੋਂ 31 ਅਗਸਤ 2021 ਤੱਕ ਦੇਸ਼ ਭਰ ਵਿੱਚ ਡਿਊਟੀ ਦੌਰਾਨ ਕੁੱਲ 377 ਪੁਲੀਸ ਮੁਲਾਜ਼ਮਾਂ ਨੇ ਆਪਣੀ ਜਾਨ ਵਾਰ ਦਿੱਤੀ। ਇਨ੍ਹਾਂ ਵਿੱਚ ਜੰਮੂ ਕਸ਼ਮੀਰ ਦੇ 11, ਛੱਤੀਸਗੜ੍ਹ ਦੇ 9, ਮਹਾਰਾਸ਼ਟਰ ਦੇ 7, ਝਾਰਖੰਡ ਦੇ 6, ਬਿਹਾਰ ਦੇ 5, ਪੰਜਾਬ ਦੇ 4, ਹਰਿਆਣਾ ਦੇ 3 ਅਤੇ ਚੰਡੀਗੜ੍ਹ ਪੁਲੀਸ ਦੇ ਮੁਲਾਜ਼ਮ ਸ਼ਾਮਲ ਹਨ। ਸਮਾਗਮ ਦੌਰਾਨ ਪੁਲੀਸ ਦੇ ਉੱਚ ਅਧਿਕਾਰੀਆਂ ਨੇ ਸ਼ਹੀਦਾਂ ਦੇ ਪਰਿਵਾਰਾਂ ਨਾਲ ਹਮਦਰਦੀ ਜਤਾਈ ਅਤੇ ਹਰ ਸੰਭਵ ਮਦਦ ਦਾ ਭਰੋਸਾ ਦਿੱਤਾ। [6,533,94,670]
